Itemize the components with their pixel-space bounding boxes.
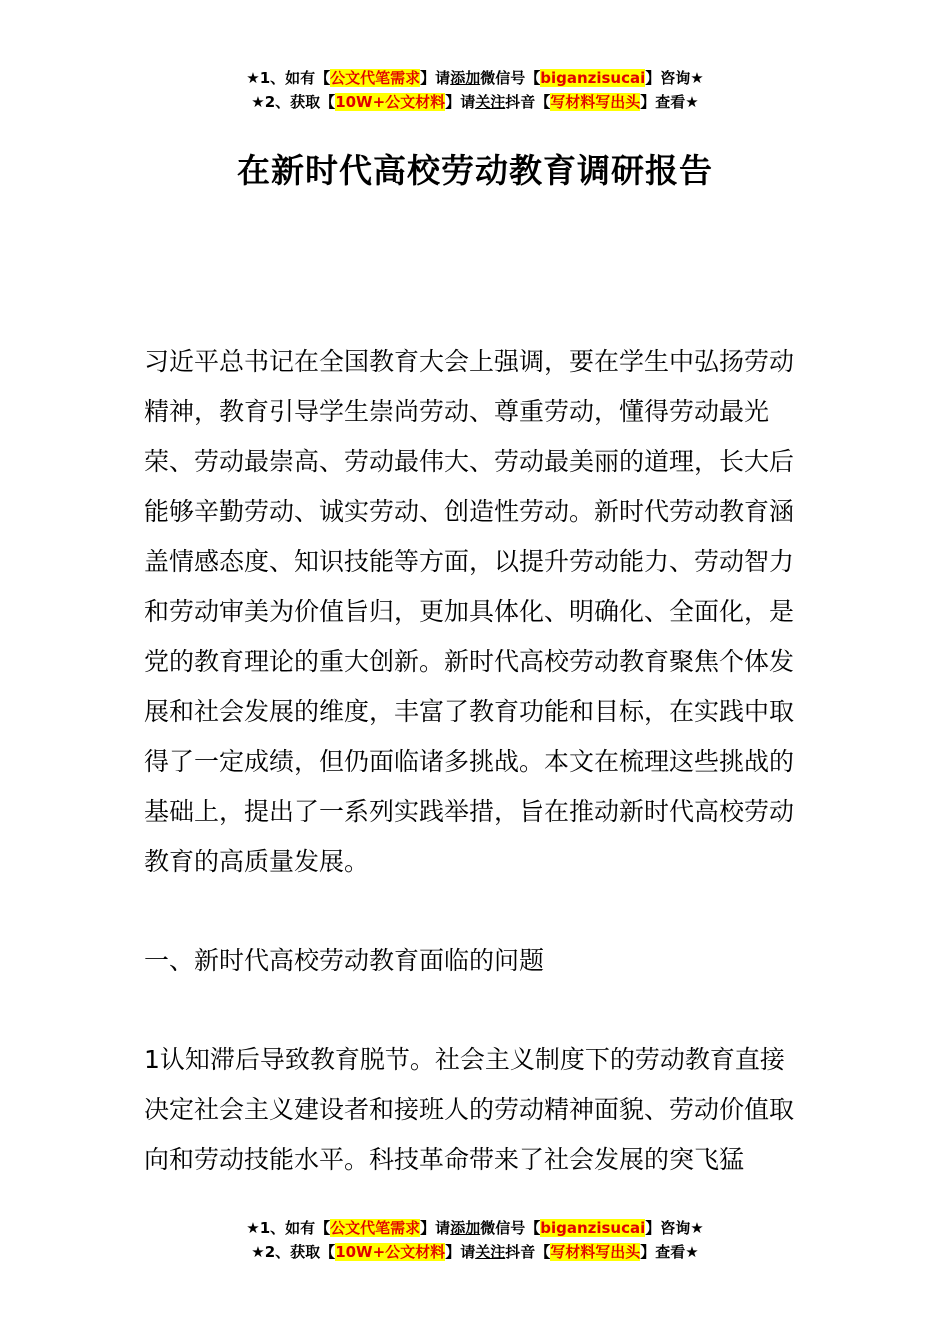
banner-douyin-id: 写材料写出头 [550, 93, 641, 111]
banner-text: ★1、如有【 [246, 69, 331, 87]
banner-text: 】咨询★ [645, 69, 704, 87]
banner-douyin-id: 写材料写出头 [550, 1243, 641, 1261]
banner-underline: 关注 [475, 1243, 506, 1261]
banner-text: 】请 [420, 1219, 451, 1237]
banner-text: 抖音【 [505, 1243, 551, 1261]
banner-text: 微信号【 [480, 1219, 541, 1237]
banner-line-1 [0, 1216, 950, 1240]
banner-text: 】请 [445, 1243, 476, 1261]
banner-highlight: 公文代笔需求 [330, 69, 421, 87]
banner-highlight: 公文代笔需求 [330, 1219, 421, 1237]
banner-text: 】请 [420, 69, 451, 87]
banner-wechat-id: biganzisucai [540, 1219, 646, 1237]
paragraph-1: 1认知滞后导致教育脱节。社会主义制度下的劳动教育直接决定社会主义建设者和接班人的劳动精神面貌、劳动价值取向和劳动技能水平。科技革命带来了社会发展的突飞猛 [144, 1045, 795, 1174]
banner-text: 】查看★ [640, 1243, 699, 1261]
footer-banner [0, 1216, 950, 1264]
banner-underline: 添加 [450, 69, 481, 87]
banner-text: 】咨询★ [645, 1219, 704, 1237]
banner-text: ★1、如有【 [246, 1219, 331, 1237]
banner-text: ★2、获取【 [251, 93, 336, 111]
banner-text: 抖音【 [505, 93, 551, 111]
document-title: 在新时代高校劳动教育调研报告 [237, 151, 713, 190]
header-banner [0, 66, 950, 114]
banner-text: ★2、获取【 [251, 1243, 336, 1261]
banner-highlight: 10W+公文材料 [335, 1243, 446, 1261]
banner-text: 】查看★ [640, 93, 699, 111]
banner-line-1 [0, 66, 950, 90]
banner-line-2 [0, 90, 950, 114]
banner-text: 】请 [445, 93, 476, 111]
banner-text: 微信号【 [480, 69, 541, 87]
paragraph-intro: 习近平总书记在全国教育大会上强调，要在学生中弘扬劳动精神，教育引导学生崇尚劳动、尊重劳动，懂得劳动最光荣、劳动最崇高、劳动最伟大、劳动最美丽的道理，长大后能够辛勤劳动、诚实劳动、创造性劳动。新时代劳动教育涵盖情感态度、知识技能等方面，以提升劳动能力、劳动智力和劳动审美为价值旨归，更加具体化、明确化、全面化，是党的教育理论的重大创新。新时代高校劳动教育聚焦个体发展和社会发展的维度，丰富了教育功能和目标，在实践中取得了一定成绩，但仍面临诸多挑战。本文在梳理这些挑战的基础上，提出了一系列实践举措，旨在推动新时代高校劳动教育的高质量发展。 [144, 347, 795, 876]
banner-underline: 关注 [475, 93, 506, 111]
section-heading-1: 一、新时代高校劳动教育面临的问题 [144, 946, 545, 975]
banner-wechat-id: biganzisucai [540, 69, 646, 87]
banner-line-2 [0, 1240, 950, 1264]
banner-underline: 添加 [450, 1219, 481, 1237]
banner-highlight: 10W+公文材料 [335, 93, 446, 111]
